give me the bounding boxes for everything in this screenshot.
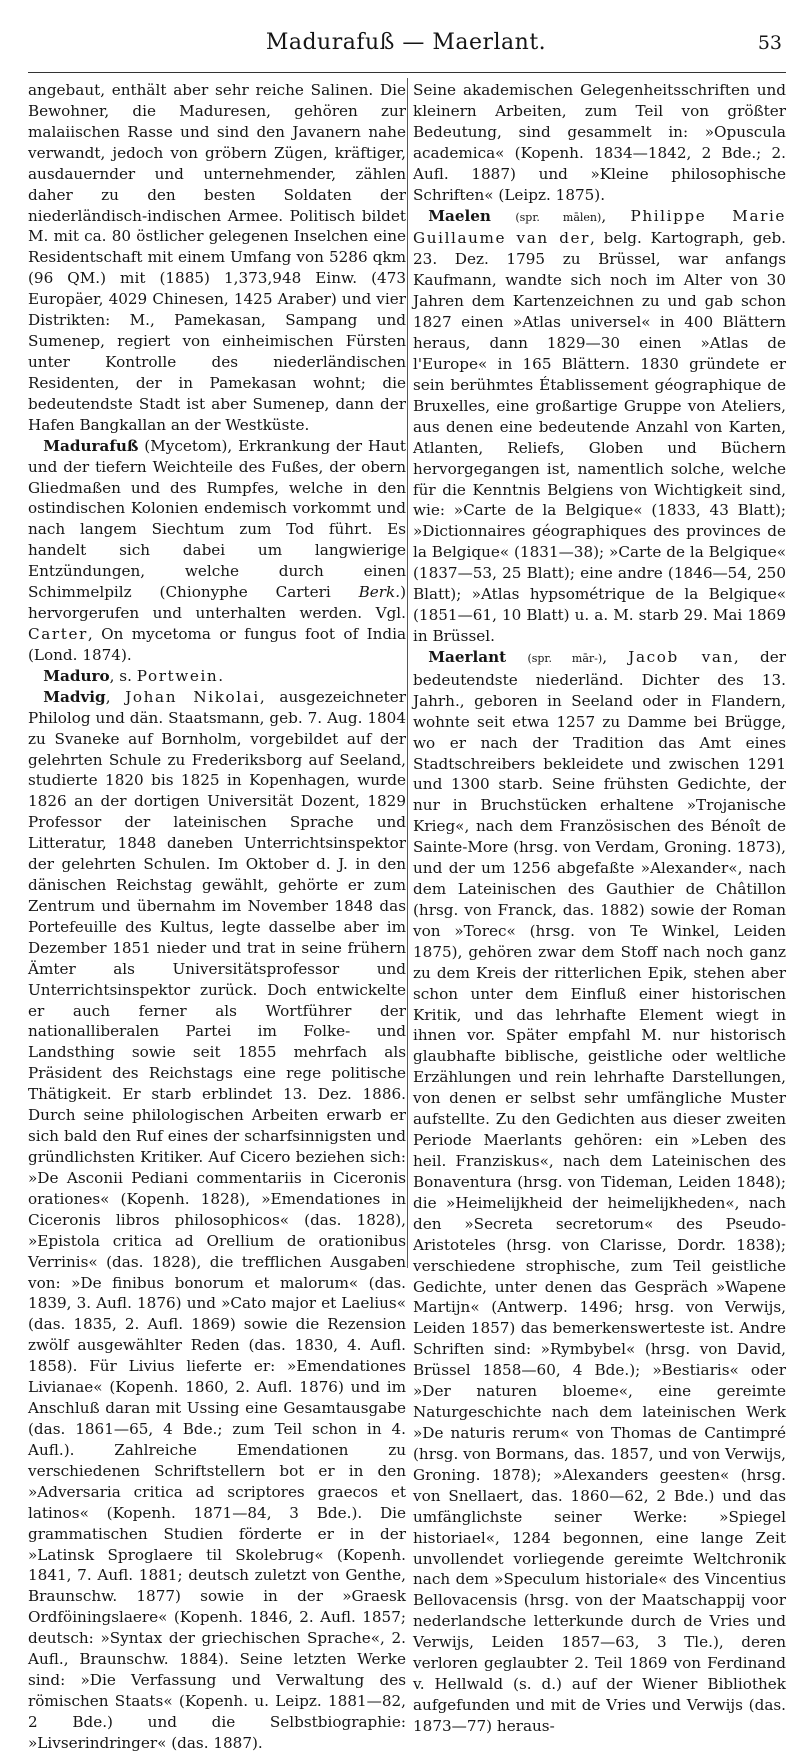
- headword: Maerlant: [428, 647, 507, 666]
- cross-reference: Portwein: [136, 666, 219, 685]
- pronunciation: (spr. mālen): [515, 210, 602, 224]
- entry-maelen: Maelen (spr. mālen), Philippe Marie Guillaume van der, belg. Kartograph, geb. 23. Dez. 1795 zu Brüssel, war anfangs Kaufmann, wandte sich noch im Alter von 30 Jahren dem Kartenzeichnen zu und gab schon 1827 einen »Atlas universel« in 400 Blättern heraus, dann 1829—30 einen »Atlas de l'Europe« in 165 Blättern. 1830 gründete er sein berühmtes Établissement géographique de Bruxelles, eine großartige Gruppe von Ateliers, aus denen eine bedeutende Anzahl von Karten, Atlanten, Reliefs, Globen und Büchern hervorgegangen ist, namentlich solche, welche für die Kenntnis Belgiens von Wichtigkeit sind, wie: »Carte de la Belgique« (1833, 43 Blatt); »Dictionnaires géographiques des provinces de la Belgique« (1831—38); »Carte de la Belgique« (1837—53, 25 Blatt); eine andre (1846—54, 250 Blatt); »Atlas hypsométrique de la Belgique« (1851—61, 10 Blatt) u. a. M. starb 29. Mai 1869 in Brüssel.: [413, 206, 786, 645]
- entry-text: , ausgezeichneter Philolog und dän. Staatsmann, geb. 7. Aug. 1804 zu Svaneke auf Bornholm, vorgebildet auf der gelehrten Schule zu Frederiksborg auf Seeland, studierte 1820 bis 1825 in Kopenhagen, wurde 1826 an der dortigen Universität Dozent, 1829 Professor der lateinischen Sprache und Litteratur, 1848 daneben Unterrichtsinspektor der gelehrten Schulen. Im Oktober d. J. in den dänischen Reichstag gewählt, gehörte er zum Zentrum und übernahm im November 1848 das Portefeuille des Kultus, legte dasselbe aber im Dezember 1851 nieder und trat in seine frühern Ämter als Universitätsprofessor und Unterrichtsinspektor zurück. Doch entwickelte er auch ferner als Wortführer der nationalliberalen Partei im Folke- und Landsthing sowie seit 1855 mehrfach als Präsident des Reichstags eine rege politische Thätigkeit. Er starb erblindet 13. Dez. 1886. Durch seine philologischen Arbeiten erwarb er sich bald den Ruf eines der scharfsinnigsten und gründlichsten Kritiker. Auf Cicero beziehen sich: »De Asconii Pediani commentariis in Ciceronis orationes« (Kopenh. 1828), »Emendationes in Ciceronis libros philosophicos« (das. 1828), »Epistola critica ad Orellium de orationibus Verrinis« (das. 1828), die trefflichen Ausgaben von: »De finibus bonorum et malorum« (das. 1839, 3. Aufl. 1876) und »Cato major et Laelius« (das. 1835, 2. Aufl. 1869) sowie die Rezension zwölf ausgewählter Reden (das. 1830, 4. Aufl. 1858). Für Livius lieferte er: »Emendationes Livianae« (Kopenh. 1860, 2. Aufl. 1876) und im Anschluß daran mit Ussing eine Gesamtausgabe (das. 1861—65, 4 Bde.; zum Teil schon in 4. Aufl.). Zahlreiche Emendationen zu verschiedenen Schriftstellern bot er in den »Adversaria critica ad scriptores graecos et latinos« (Kopenh. 1871—84, 3 Bde.). Die grammatischen Studien förderte er in der »Latinsk Sproglaere til Skolebrug« (Kopenh. 1841, 7. Aufl. 1881; deutsch zuletzt von Genthe, Braunschw. 1877) sowie in der »Graesk Ordföiningslaere« (Kopenh. 1846, 2. Aufl. 1857; deutsch: »Syntax der griechischen Sprache«, 2. Aufl., Braunschw. 1884). Seine letzten Werke sind: »Die Verfassung und Verwaltung des römischen Staats« (Kopenh. u. Leipz. 1881—82, 2 Bde.) und die Selbstbiographie: »Livserindringer« (das. 1887).: [28, 687, 406, 1752]
- entry-text: , s.: [109, 666, 137, 685]
- header-title: Madurafuß — Maerlant.: [265, 30, 547, 55]
- left-column: [28, 80, 406, 1752]
- headword: Madurafuß: [43, 436, 139, 455]
- entry-text: , Erkrankung der Haut und der tiefern Weichteile des Fußes, der obern Gliedmaßen und des Rumpfes, welche in den ostindischen Kolonien endemisch vorkommt und nach langem Siechtum zum Tod führt. Es handelt sich dabei um langwierige Entzündungen, welche durch einen Schimmelpilz (Chionyphe Carteri: [28, 436, 406, 602]
- alias: (Mycetom): [144, 436, 228, 455]
- cross-reference: Carter: [28, 624, 88, 643]
- entry-madurafuss: [28, 436, 406, 666]
- entry-text: , der bedeutendste niederländ. Dichter des 13. Jahrh., geboren in Seeland oder in Flandern, wohnte seit etwa 1257 zu Damme bei Brügge, wo er nach der Tradition das Amt eines Stadtschreibers bekleidete und zwischen 1291 und 1300 starb. Seine frühsten Gedichte, der nur in Bruchstücken erhaltene »Trojanische Krieg«, nach dem Französischen des Bénoît de Sainte-More (hrsg. von Verdam, Groning. 1873), und der um 1256 abgefaßte »Alexander«, nach dem Lateinischen des Gauthier de Châtillon (hrsg. von Franck, das. 1882) sowie der Roman von »Torec« (hrsg. von Te Winkel, Leiden 1875), gehören zwar dem Stoff nach noch ganz zu dem Kreis der ritterlichen Epik, stehen aber schon unter dem Einfluß einer historischen Kritik, und das lehrhafte Element wiegt in ihnen vor. Später empfahl M. nur historisch glaubhafte biblische, geistliche oder weltliche Erzählungen und rein lehrhafte Darstellungen, von denen er selbst sehr umfängliche Muster aufstellte. Zu den Gedichten aus dieser zweiten Periode Maerlants gehören: ein »Leben des heil. Franziskus«, nach dem Lateinischen des Bonaventura (hrsg. von Tideman, Leiden 1848); die »Heimelijkheid der heimelijkheden«, nach den »Secreta secretorum« des Pseudo-Aristoteles (hrsg. von Clarisse, Dordr. 1838); verschiedene strophische, zum Teil geistliche Gedichte, unter denen das Gespräch »Wapene Martijn« (Antwerp. 1496; hrsg. von Verwijs, Leiden 1857) das bemerkenswerteste ist. Andre Schriften sind: »Rymbybel« (hrsg. von David, Brüssel 1858—60, 4 Bde.); »Bestiaris« oder »Der naturen bloeme«, eine gereimte Naturgeschichte nach dem lateinischen Werk »De naturis rerum« von Thomas de Cantimpré (hrsg. von Bormans, das. 1857, und von Verwijs, Groning. 1878); »Alexanders geesten« (hrsg. von Snellaert, das. 1860—62, 2 Bde.) und das umfänglichste seiner Werke: »Spiegel historiael«, 1284 begonnen, eine lange Zeit unvollendet vorliegende gereimte Weltchronik nach dem »Speculum historiale« des Vincentius Bellovacensis (hrsg. von der Maatschappij voor nederlandsche letterkunde durch de Vries und Verwijs, Leiden 1857—63, 3 Tle.), deren verloren geglaubter 2. Teil 1869 von Ferdinand v. Hellwald (s. d.) auf der Wiener Bibliothek aufgefunden und mit de Vries und Verwijs (das. 1873—77) heraus-: [413, 647, 786, 1735]
- entry-maduro: [28, 666, 406, 687]
- headword: Maelen: [428, 206, 491, 225]
- entry-madvig: Madvig, Johan Nikolai, ausgezeichneter Philolog und dän. Staatsmann, geb. 7. Aug. 1804 zu Svaneke auf Bornholm, vorgebildet auf der gelehrten Schule zu Frederiksborg auf Seeland, studierte 1820 bis 1825 in Kopenhagen, wurde 1826 an der dortigen Universität Dozent, 1829 Professor der lateinischen Sprache und Litteratur, 1848 daneben Unterrichtsinspektor der gelehrten Schulen. Im Oktober d. J. in den dänischen Reichstag gewählt, gehörte er zum Zentrum und übernahm im November 1848 das Portefeuille des Kultus, legte dasselbe aber im Dezember 1851 nieder und trat in seine frühern Ämter als Universitätsprofessor und Unterrichtsinspektor zurück. Doch entwickelte er auch ferner als Wortführer der nationalliberalen Partei im Folke- und Landsthing sowie seit 1855 mehrfach als Präsident des Reichstags eine rege politische Thätigkeit. Er starb erblindet 13. Dez. 1886. Durch seine philologischen Arbeiten erwarb er sich bald den Ruf eines der scharfsinnigsten und gründlichsten Kritiker. Auf Cicero beziehen sich: »De Asconii Pediani commentariis in Ciceronis orationes« (Kopenh. 1828), »Emendationes in Ciceronis libros philosophicos« (das. 1828), »Epistola critica ad Orellium de orationibus Verrinis« (das. 1828), die trefflichen Ausgaben von: »De finibus bonorum et malorum« (das. 1839, 3. Aufl. 1876) und »Cato major et Laelius« (das. 1835, 2. Aufl. 1869) sowie die Rezension zwölf ausgewählter Reden (das. 1830, 4. Aufl. 1858). Für Livius lieferte er: »Emendationes Livianae« (Kopenh. 1860, 2. Aufl. 1876) und im Anschluß daran mit Ussing eine Gesamtausgabe (das. 1861—65, 4 Bde.; zum Teil schon in 4. Aufl.). Zahlreiche Emendationen zu verschiedenen Schriftstellern bot er in den »Adversaria critica ad scriptores graecos et latinos« (Kopenh. 1871—84, 3 Bde.). Die grammatischen Studien förderte er in der »Latinsk Sproglaere til Skolebrug« (Kopenh. 1841, 7. Aufl. 1881; deutsch zuletzt von Genthe, Braunschw. 1877) sowie in der »Graesk Ordföiningslaere« (Kopenh. 1846, 2. Aufl. 1857; deutsch: »Syntax der griechischen Sprache«, 2. Aufl., Braunschw. 1884). Seine letzten Werke sind: »Die Verfassung und Verwaltung des römischen Staats« (Kopenh. u. Leipz. 1881—82, 2 Bde.) und die Selbstbiographie: »Livserindringer« (das. 1887).: [28, 687, 406, 1752]
- author-abbrev: Berk.: [358, 583, 401, 602]
- person-name: Johan Nikolai: [125, 687, 260, 706]
- header-rule: [28, 72, 786, 73]
- right-column: [413, 80, 786, 1735]
- continuation-text: angebaut, enthält aber sehr reiche Salinen. Die Bewohner, die Maduresen, gehören zur malaiischen Rasse und sind den Javanern nahe verwandt, jedoch von gröbern Zügen, kräftiger, ausdauernder und unternehmender, zählen daher zu den besten Soldaten der niederländisch-indischen Armee. Politisch bildet M. mit ca. 80 östlicher gelegenen Inselchen eine Residentschaft mit einem Umfang von 5286 qkm (96 QM.) mit (1885) 1,373,948 Einw. (473 Europäer, 4029 Chinesen, 1425 Araber) und vier Distrikten: M., Pamekasan, Sampang und Sumenep, regiert von einheimischen Fürsten unter Kontrolle des niederländischen Residenten, der in Pamekasan wohnt; die bedeutendste Stadt ist aber Sumenep, dann der Hafen Bangkallan an der Westküste.: [28, 81, 406, 434]
- running-header: [30, 30, 782, 62]
- column-divider: [407, 78, 408, 1268]
- person-name: Jacob van: [628, 647, 734, 666]
- entry-maerlant: Maerlant (spr. mār-), Jacob van, der bedeutendste niederländ. Dichter des 13. Jahrh., geboren in Seeland oder in Flandern, wohnte seit etwa 1257 zu Damme bei Brügge, wo er nach der Tradition das Amt eines Stadtschreibers bekleidete und zwischen 1291 und 1300 starb. Seine frühsten Gedichte, der nur in Bruchstücken erhaltene »Trojanische Krieg«, nach dem Französischen des Bénoît de Sainte-More (hrsg. von Verdam, Groning. 1873), und der um 1256 abgefaßte »Alexander«, nach dem Lateinischen des Gauthier de Châtillon (hrsg. von Franck, das. 1882) sowie der Roman von »Torec« (hrsg. von Te Winkel, Leiden 1875), gehören zwar dem Stoff nach noch ganz zu dem Kreis der ritterlichen Epik, stehen aber schon unter dem Einfluß einer historischen Kritik, und das lehrhafte Element wiegt in ihnen vor. Später empfahl M. nur historisch glaubhafte biblische, geistliche oder weltliche Erzählungen und rein lehrhafte Darstellungen, von denen er selbst sehr umfängliche Muster aufstellte. Zu den Gedichten aus dieser zweiten Periode Maerlants gehören: ein »Leben des heil. Franziskus«, nach dem Lateinischen des Bonaventura (hrsg. von Tideman, Leiden 1848); die »Heimelijkheid der heimelijkheden«, nach den »Secreta secretorum« des Pseudo-Aristoteles (hrsg. von Clarisse, Dordr. 1838); verschiedene strophische, zum Teil geistliche Gedichte, unter denen das Gespräch »Wapene Martijn« (Antwerp. 1496; hrsg. von Verwijs, Leiden 1857) das bemerkenswerteste ist. Andre Schriften sind: »Rymbybel« (hrsg. von David, Brüssel 1858—60, 4 Bde.); »Bestiaris« oder »Der naturen bloeme«, eine gereimte Naturgeschichte nach dem lateinischen Werk »De naturis rerum« von Thomas de Cantimpré (hrsg. von Bormans, das. 1857, und von Verwijs, Groning. 1878); »Alexanders geesten« (hrsg. von Snellaert, das. 1860—62, 2 Bde.) und das umfänglichste seiner Werke: »Spiegel historiael«, 1284 begonnen, eine lange Zeit unvollendet vorliegende gereimte Weltchronik nach dem »Speculum historiale« des Vincentius Bellovacensis (hrsg. von der Maatschappij voor nederlandsche letterkunde durch de Vries und Verwijs, Leiden 1857—63, 3 Tle.), deren verloren geglaubter 2. Teil 1869 von Ferdinand v. Hellwald (s. d.) auf der Wiener Bibliothek aufgefunden und mit de Vries und Verwijs (das. 1873—77) heraus-: [413, 647, 786, 1735]
- pronunciation: (spr. mār-): [527, 651, 603, 665]
- entry-text: , On mycetoma or fungus foot of India (Lond. 1874).: [28, 624, 406, 664]
- person-name: Philippe Marie Guillaume van der: [413, 206, 786, 248]
- entry-text: , belg. Kartograph, geb. 23. Dez. 1795 zu Brüssel, war anfangs Kaufmann, wandte sich noch im Alter von 30 Jahren dem Kartenzeichnen zu und gab schon 1827 einen »Atlas universel« in 400 Blättern heraus, dann 1829—30 einen »Atlas de l'Europe« in 165 Blättern. 1830 gründete er sein berühmtes Établissement géographique de Bruxelles, eine großartige Gruppe von Ateliers, aus denen eine bedeutende Anzahl von Karten, Atlanten, Reliefs, Globen und Büchern hervorgegangen ist, namentlich solche, welche für die Kenntnis Belgiens von Wichtigkeit sind, wie: »Carte de la Belgique« (1833, 43 Blatt); »Dictionnaires géographiques des provinces de la Belgique« (1831—38); »Carte de la Belgique« (1837—53, 25 Blatt); eine andre (1846—54, 250 Blatt); »Atlas hypsométrique de la Belgique« (1851—61, 10 Blatt) u. a. M. starb 29. Mai 1869 in Brüssel.: [413, 229, 786, 645]
- continuation-text: Seine akademischen Gelegenheitsschriften und kleinern Arbeiten, zum Teil von größter Bedeutung, sind gesammelt in: »Opuscula academica« (Kopenh. 1834—1842, 2 Bde.; 2. Aufl. 1887) und »Kleine philosophische Schriften« (Leipz. 1875).: [413, 81, 786, 204]
- headword: Madvig: [43, 687, 106, 706]
- page-number: 53: [757, 32, 782, 54]
- headword: Maduro: [43, 666, 110, 685]
- entry-text: ) hervorgerufen und unterhalten werden. Vgl.: [28, 583, 406, 623]
- entry-text: .: [218, 666, 224, 685]
